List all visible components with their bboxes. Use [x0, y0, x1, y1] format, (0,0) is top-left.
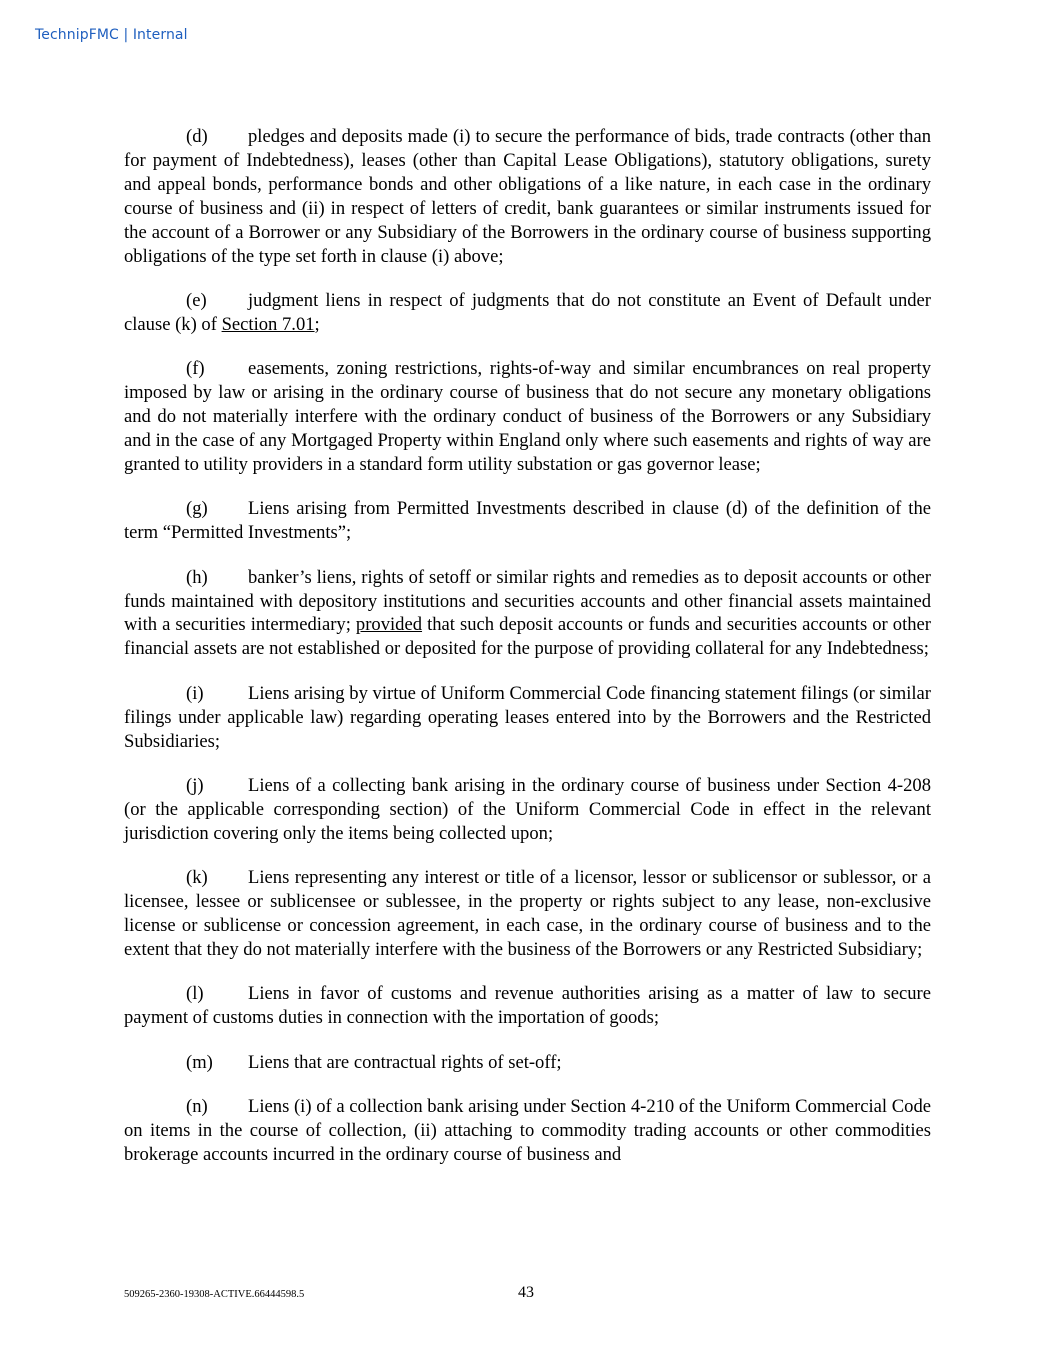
clause-label: (h)	[186, 566, 208, 588]
clause-text: judgment liens in respect of judgments that do not constitute an Event of Default under clause (k) of	[124, 289, 931, 335]
clause-label: (g)	[186, 498, 208, 520]
paragraph-d	[124, 125, 931, 268]
paragraph-i	[124, 682, 931, 754]
classification-label: TechnipFMC | Internal	[35, 27, 188, 43]
clause-text: pledges and deposits made (i) to secure the performance of bids, trade contracts (other than for payment of Indebtedness), leases (other than Capital Lease Obligations), statutory obligations, surety and appeal bonds, performance bonds and other obligations of a like nature, in each case in the ordinary course of business and (ii) in respect of letters of credit, bank guarantees or similar instruments issued for the account of a Borrower or any Subsidiary of the Borrowers in the ordinary course of business supporting obligations of the type set forth in clause (i) above;	[124, 126, 931, 267]
provided-emphasis: provided	[355, 614, 423, 636]
clause-text-end: that such deposit accounts or funds and securities accounts or other financial assets are not established or deposited for the purpose of providing collateral for any Indebtedness;	[124, 614, 931, 660]
clause-label: (j)	[186, 774, 204, 796]
paragraph-k	[124, 866, 931, 962]
clause-text: banker’s liens, rights of setoff or similar rights and remedies as to deposit accounts or other funds maintained with depository institutions and securities accounts and other financial assets maintained with a securities intermediary;	[124, 566, 931, 636]
paragraph-g	[124, 497, 931, 545]
clause-text: Liens arising by virtue of Uniform Commercial Code financing statement filings (or similar filings under applicable law) regarding operating leases entered into by the Borrowers and the Restricted Subsidiaries;	[124, 682, 931, 752]
clause-label: (f)	[186, 358, 205, 380]
document-id: 509265-2360-19308-ACTIVE.66444598.5	[124, 1289, 305, 1300]
document-body	[124, 125, 931, 1187]
paragraph-e	[124, 289, 931, 337]
clause-label: (i)	[186, 682, 204, 704]
paragraph-f	[124, 357, 931, 477]
clause-text: Liens in favor of customs and revenue authorities arising as a matter of law to secure payment of customs duties in connection with the importation of goods;	[124, 983, 931, 1029]
clause-label: (n)	[186, 1096, 208, 1117]
clause-text: Liens (i) of a collection bank arising under Section 4-210 of the Uniform Commercial Code on items in the course of collection, (ii) attaching to commodity trading accounts or other commodities brokerage accounts incurred in the ordinary course of business and	[124, 1096, 931, 1165]
paragraph-h	[124, 566, 931, 662]
clause-text: Liens representing any interest or title of a licensor, lessor or sublicensor or sublessor, or a licensee, lessee or sublicensee or sublessee, in the property or rights subject to any lease, non-exclusive license or sublicense or concession agreement, in each case, in the ordinary course of business and to the extent that they do not materially interfere with the business of the Borrowers or any Restricted Subsidiary;	[124, 867, 931, 960]
page-number: 43	[518, 1284, 534, 1301]
clause-text: Liens arising from Permitted Investments described in clause (d) of the definition of the term “Permitted Investments”;	[124, 498, 931, 544]
clause-text-end: ;	[314, 313, 320, 335]
clause-label: (e)	[186, 289, 207, 311]
clause-label: (d)	[186, 126, 208, 147]
section-reference-link[interactable]: Section 7.01	[221, 313, 315, 335]
paragraph-m	[124, 1051, 931, 1075]
clause-label: (l)	[186, 983, 204, 1005]
paragraph-l	[124, 982, 931, 1030]
clause-text: Liens of a collecting bank arising in the ordinary course of business under Section 4-208 (or the applicable corresponding section) of the Uniform Commercial Code in effect in the relevant jurisdiction covering only the items being collected upon;	[124, 774, 931, 844]
clause-text: easements, zoning restrictions, rights-of-way and similar encumbrances on real property imposed by law or arising in the ordinary course of business that do not secure any monetary obligations and do not materially interfere with the ordinary conduct of business of the Borrowers or any Subsidiary and in the case of any Mortgaged Property within England only where such easements and rights of way are granted to utility providers in a standard form utility substation or gas governor lease;	[124, 358, 931, 475]
clause-label: (m)	[186, 1051, 213, 1073]
paragraph-n	[124, 1095, 931, 1167]
clause-text: Liens that are contractual rights of set-off;	[248, 1051, 562, 1073]
clause-label: (k)	[186, 867, 208, 889]
paragraph-j	[124, 774, 931, 846]
